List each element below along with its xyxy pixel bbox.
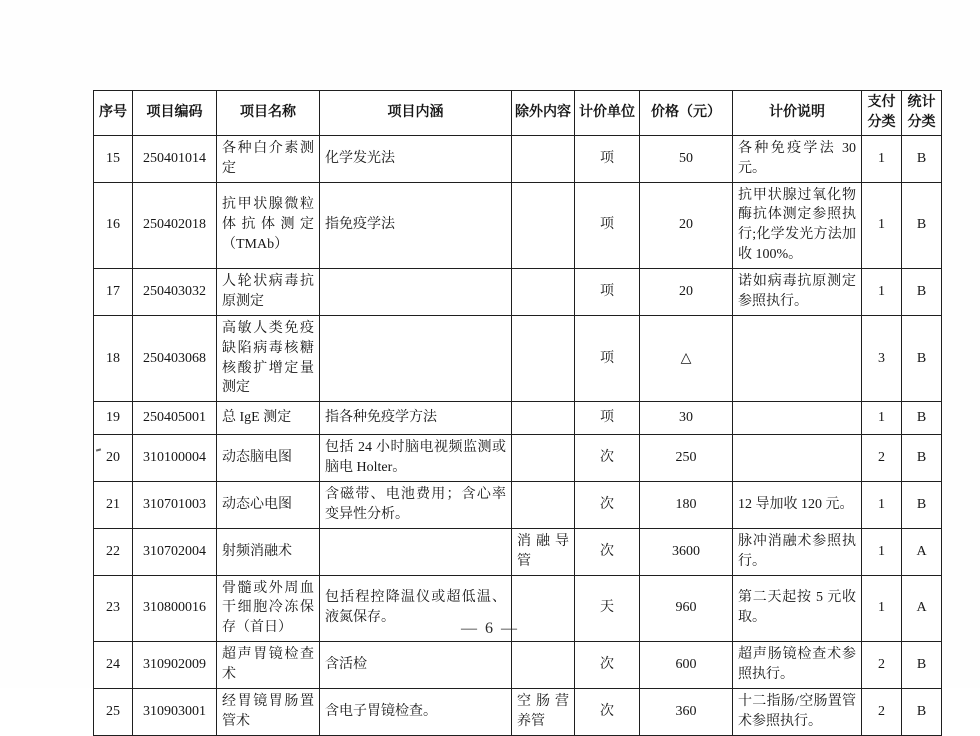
cell-name: 超声胃镜检查术 <box>217 642 320 689</box>
cell-seq: 17 <box>94 269 133 316</box>
cell-content: 含活检 <box>320 642 512 689</box>
table-row <box>94 135 942 182</box>
table-row <box>94 642 942 689</box>
cell-code: 250405001 <box>133 402 217 435</box>
cell-seq: 25 <box>94 688 133 735</box>
cell-unit: 项 <box>575 402 640 435</box>
cell-price: 180 <box>640 482 733 529</box>
table-row <box>94 402 942 435</box>
cell-unit: 项 <box>575 182 640 269</box>
cell-note <box>733 315 862 402</box>
cell-price: △ <box>640 315 733 402</box>
cell-stat-class: B <box>902 435 942 482</box>
cell-code: 310800016 <box>133 575 217 642</box>
table-header-row <box>94 91 942 136</box>
cell-content: 指免疫学法 <box>320 182 512 269</box>
table-row <box>94 269 942 316</box>
cell-stat-class: B <box>902 482 942 529</box>
cell-price: 360 <box>640 688 733 735</box>
cell-name: 总 IgE 测定 <box>217 402 320 435</box>
cell-excluded <box>512 402 575 435</box>
cell-content: 包括程控降温仪或超低温、液氮保存。 <box>320 575 512 642</box>
cell-stat-class: A <box>902 528 942 575</box>
cell-pay-class: 1 <box>862 402 902 435</box>
header-stat-class: 统计分类 <box>902 91 942 136</box>
cell-price: 50 <box>640 135 733 182</box>
cell-seq: 21 <box>94 482 133 529</box>
header-unit: 计价单位 <box>575 91 640 136</box>
cell-pay-class: 1 <box>862 575 902 642</box>
cell-pay-class: 1 <box>862 135 902 182</box>
cell-name: 动态心电图 <box>217 482 320 529</box>
cell-stat-class: B <box>902 642 942 689</box>
table-row <box>94 315 942 402</box>
cell-stat-class: B <box>902 402 942 435</box>
cell-seq: 20 <box>94 435 133 482</box>
table-row <box>94 182 942 269</box>
cell-excluded <box>512 269 575 316</box>
cell-unit: 次 <box>575 642 640 689</box>
cell-note: 12 导加收 120 元。 <box>733 482 862 529</box>
cell-unit: 天 <box>575 575 640 642</box>
header-code: 项目编码 <box>133 91 217 136</box>
cell-note: 十二指肠/空肠置管术参照执行。 <box>733 688 862 735</box>
header-seq: 序号 <box>94 91 133 136</box>
cell-excluded <box>512 182 575 269</box>
cell-seq: 15 <box>94 135 133 182</box>
cell-code: 310100004 <box>133 435 217 482</box>
cell-content <box>320 269 512 316</box>
cell-name: 各种白介素测定 <box>217 135 320 182</box>
cell-stat-class: A <box>902 575 942 642</box>
cell-pay-class: 1 <box>862 528 902 575</box>
cell-name: 经胃镜胃肠置管术 <box>217 688 320 735</box>
header-note: 计价说明 <box>733 91 862 136</box>
cell-code: 310701003 <box>133 482 217 529</box>
cell-note: 各种免疫学法 30 元。 <box>733 135 862 182</box>
cell-note: 脉冲消融术参照执行。 <box>733 528 862 575</box>
cell-stat-class: B <box>902 269 942 316</box>
cell-excluded <box>512 315 575 402</box>
cell-name: 人轮状病毒抗原测定 <box>217 269 320 316</box>
cell-pay-class: 2 <box>862 688 902 735</box>
cell-unit: 次 <box>575 688 640 735</box>
page-number-footer: — 6 — <box>461 620 519 637</box>
table-row <box>94 528 942 575</box>
cell-stat-class: B <box>902 315 942 402</box>
cell-code: 250401014 <box>133 135 217 182</box>
header-pay-class: 支付分类 <box>862 91 902 136</box>
table-row <box>94 482 942 529</box>
cell-unit: 次 <box>575 482 640 529</box>
cell-excluded <box>512 642 575 689</box>
cell-seq: 18 <box>94 315 133 402</box>
cell-excluded <box>512 482 575 529</box>
cell-price: 250 <box>640 435 733 482</box>
cell-price: 20 <box>640 182 733 269</box>
cell-seq: 19 <box>94 402 133 435</box>
header-name: 项目名称 <box>217 91 320 136</box>
cell-unit: 项 <box>575 135 640 182</box>
cell-seq: 23 <box>94 575 133 642</box>
cell-name: 动态脑电图 <box>217 435 320 482</box>
cell-note: 诺如病毒抗原测定参照执行。 <box>733 269 862 316</box>
cell-content: 化学发光法 <box>320 135 512 182</box>
price-list-table <box>93 90 942 736</box>
cell-name: 高敏人类免疫缺陷病毒核糖核酸扩增定量测定 <box>217 315 320 402</box>
cell-excluded: 消融导管 <box>512 528 575 575</box>
cell-seq: 16 <box>94 182 133 269</box>
cell-price: 30 <box>640 402 733 435</box>
cell-content: 包括 24 小时脑电视频监测或脑电 Holter。 <box>320 435 512 482</box>
cell-code: 250402018 <box>133 182 217 269</box>
cell-content: 含电子胃镜检查。 <box>320 688 512 735</box>
cell-code: 310702004 <box>133 528 217 575</box>
cell-pay-class: 2 <box>862 642 902 689</box>
cell-pay-class: 2 <box>862 435 902 482</box>
cell-name: 射频消融术 <box>217 528 320 575</box>
table-row <box>94 688 942 735</box>
cell-note <box>733 435 862 482</box>
cell-pay-class: 1 <box>862 482 902 529</box>
cell-excluded <box>512 135 575 182</box>
cell-content: 含磁带、电池费用；含心率变异性分析。 <box>320 482 512 529</box>
cell-price: 3600 <box>640 528 733 575</box>
cell-excluded <box>512 435 575 482</box>
cell-pay-class: 1 <box>862 269 902 316</box>
cell-name: 骨髓或外周血干细胞冷冻保存（首日） <box>217 575 320 642</box>
cell-content: 指各种免疫学方法 <box>320 402 512 435</box>
cell-note: 超声肠镜检查术参照执行。 <box>733 642 862 689</box>
cell-note <box>733 402 862 435</box>
cell-code: 310902009 <box>133 642 217 689</box>
cell-price: 20 <box>640 269 733 316</box>
cell-note: 抗甲状腺过氧化物酶抗体测定参照执行;化学发光方法加收 100%。 <box>733 182 862 269</box>
cell-unit: 次 <box>575 528 640 575</box>
cell-excluded: 空肠营养管 <box>512 688 575 735</box>
cell-stat-class: B <box>902 688 942 735</box>
cell-note: 第二天起按 5 元收取。 <box>733 575 862 642</box>
cell-content <box>320 528 512 575</box>
header-content: 项目内涵 <box>320 91 512 136</box>
cell-code: 250403032 <box>133 269 217 316</box>
cell-unit: 项 <box>575 315 640 402</box>
cell-unit: 次 <box>575 435 640 482</box>
cell-seq: 22 <box>94 528 133 575</box>
header-price: 价格（元） <box>640 91 733 136</box>
table-row <box>94 435 942 482</box>
cell-content <box>320 315 512 402</box>
cell-stat-class: B <box>902 135 942 182</box>
cell-code: 250403068 <box>133 315 217 402</box>
cell-price: 960 <box>640 575 733 642</box>
cell-seq: 24 <box>94 642 133 689</box>
cell-pay-class: 1 <box>862 182 902 269</box>
cell-stat-class: B <box>902 182 942 269</box>
cell-unit: 项 <box>575 269 640 316</box>
cell-pay-class: 3 <box>862 315 902 402</box>
cell-code: 310903001 <box>133 688 217 735</box>
cell-name: 抗甲状腺微粒体抗体测定（TMAb） <box>217 182 320 269</box>
cell-price: 600 <box>640 642 733 689</box>
header-excluded: 除外内容 <box>512 91 575 136</box>
